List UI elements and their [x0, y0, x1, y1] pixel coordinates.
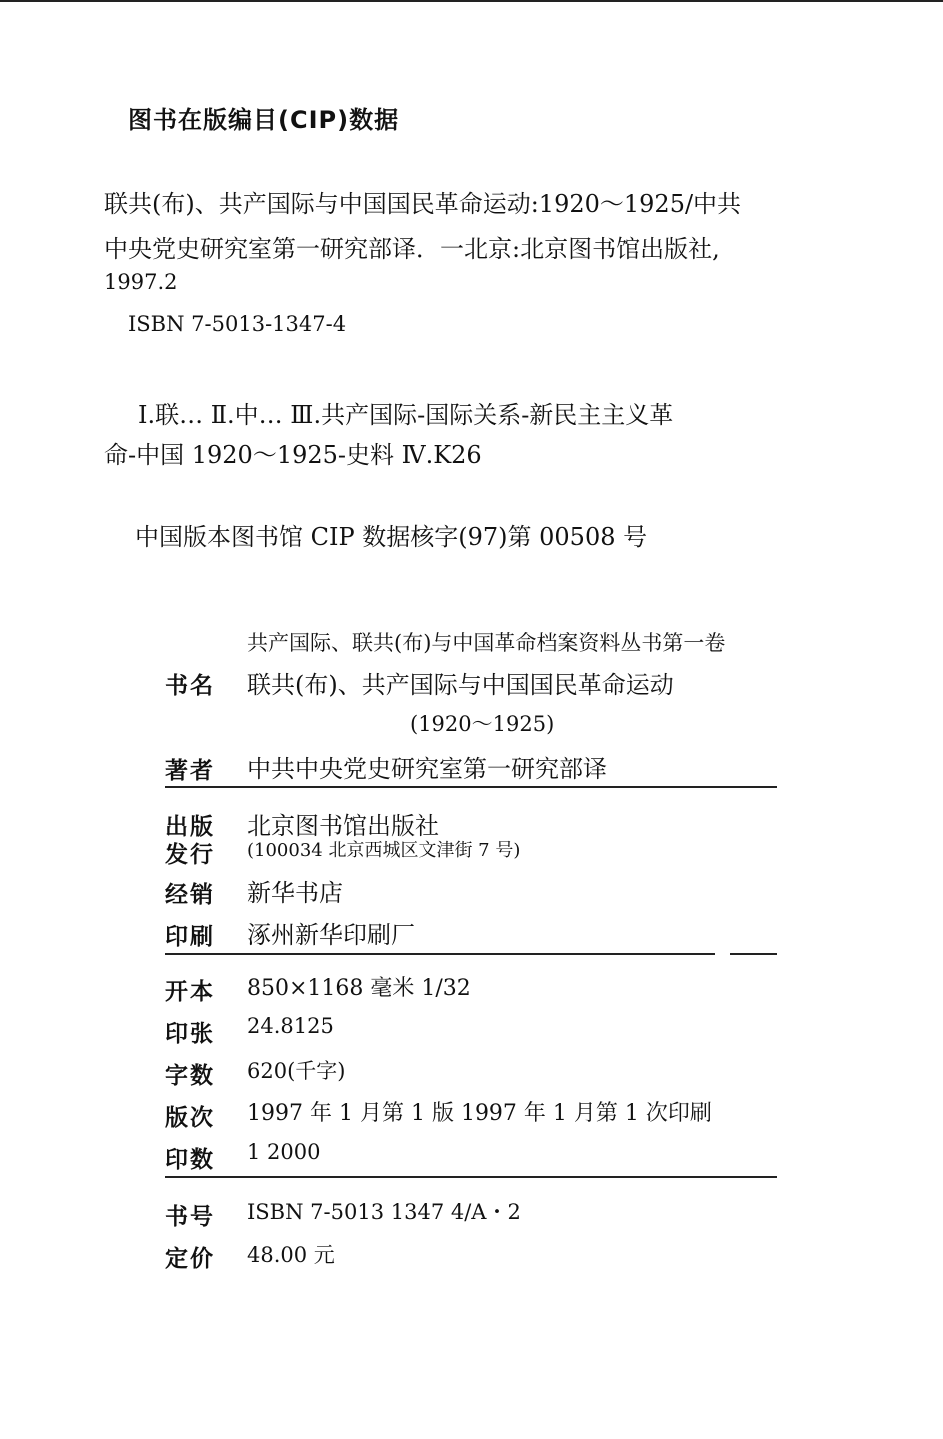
value-price: 48.00 元 — [247, 1243, 335, 1267]
divider-1 — [165, 786, 777, 788]
cip-heading: 图书在版编目(CIP)数据 — [128, 106, 400, 134]
label-edition: 版次 — [165, 1105, 215, 1131]
value-title-years: (1920～1925) — [410, 712, 555, 736]
series-title: 共产国际、联共(布)与中国革命档案资料丛书第一卷 — [247, 631, 726, 655]
value-word-count: 620(千字) — [247, 1059, 346, 1083]
value-edition: 1997 年 1 月第 1 版 1997 年 1 月第 1 次印刷 — [247, 1101, 712, 1126]
value-publisher: 北京图书馆出版社 — [247, 812, 439, 840]
divider-2a — [165, 953, 715, 955]
divider-3 — [165, 1176, 777, 1178]
value-sheets: 24.8125 — [247, 1014, 334, 1038]
value-author: 中共中央党史研究室第一研究部译 — [247, 755, 607, 783]
value-distributor: 新华书店 — [247, 879, 343, 907]
label-author: 著者 — [165, 758, 215, 784]
label-sheets: 印张 — [165, 1021, 215, 1047]
label-price: 定价 — [165, 1246, 215, 1272]
cip-date: 1997.2 — [104, 270, 178, 294]
label-title: 书名 — [165, 673, 215, 699]
cip-subject-line2: 命-中国 1920～1925-史料 Ⅳ.K26 — [104, 441, 482, 469]
divider-2b — [730, 953, 777, 955]
value-title: 联共(布)、共产国际与中国国民革命运动 — [247, 671, 674, 699]
value-format: 850×1168 毫米 1/32 — [247, 976, 471, 1001]
label-word-count: 字数 — [165, 1063, 215, 1089]
label-printer: 印刷 — [165, 924, 215, 950]
label-book-number: 书号 — [165, 1204, 215, 1230]
label-print-run: 印数 — [165, 1147, 215, 1173]
value-print-run: 1 2000 — [247, 1140, 321, 1164]
label-distributor: 经销 — [165, 882, 215, 908]
label-format: 开本 — [165, 979, 215, 1005]
cip-subject-line1: Ⅰ.联… Ⅱ.中… Ⅲ.共产国际-国际关系-新民主主义革 — [138, 401, 674, 429]
value-publisher-address: (100034 北京西城区文津街 7 号) — [247, 840, 521, 861]
cip-verification-number: 中国版本图书馆 CIP 数据核字(97)第 00508 号 — [135, 523, 648, 551]
label-distribute: 发行 — [165, 842, 215, 868]
value-book-number: ISBN 7-5013 1347 4/A・2 — [247, 1200, 521, 1224]
cip-description-line1: 联共(布)、共产国际与中国国民革命运动:1920～1925/中共 — [104, 190, 742, 218]
value-printer: 涿州新华印刷厂 — [247, 921, 415, 949]
top-border-line — [0, 0, 943, 2]
cip-isbn: ISBN 7-5013-1347-4 — [128, 312, 347, 336]
label-publish: 出版 — [165, 814, 215, 840]
cip-description-line2: 中央党史研究室第一研究部译．一北京:北京图书馆出版社, — [104, 235, 720, 263]
